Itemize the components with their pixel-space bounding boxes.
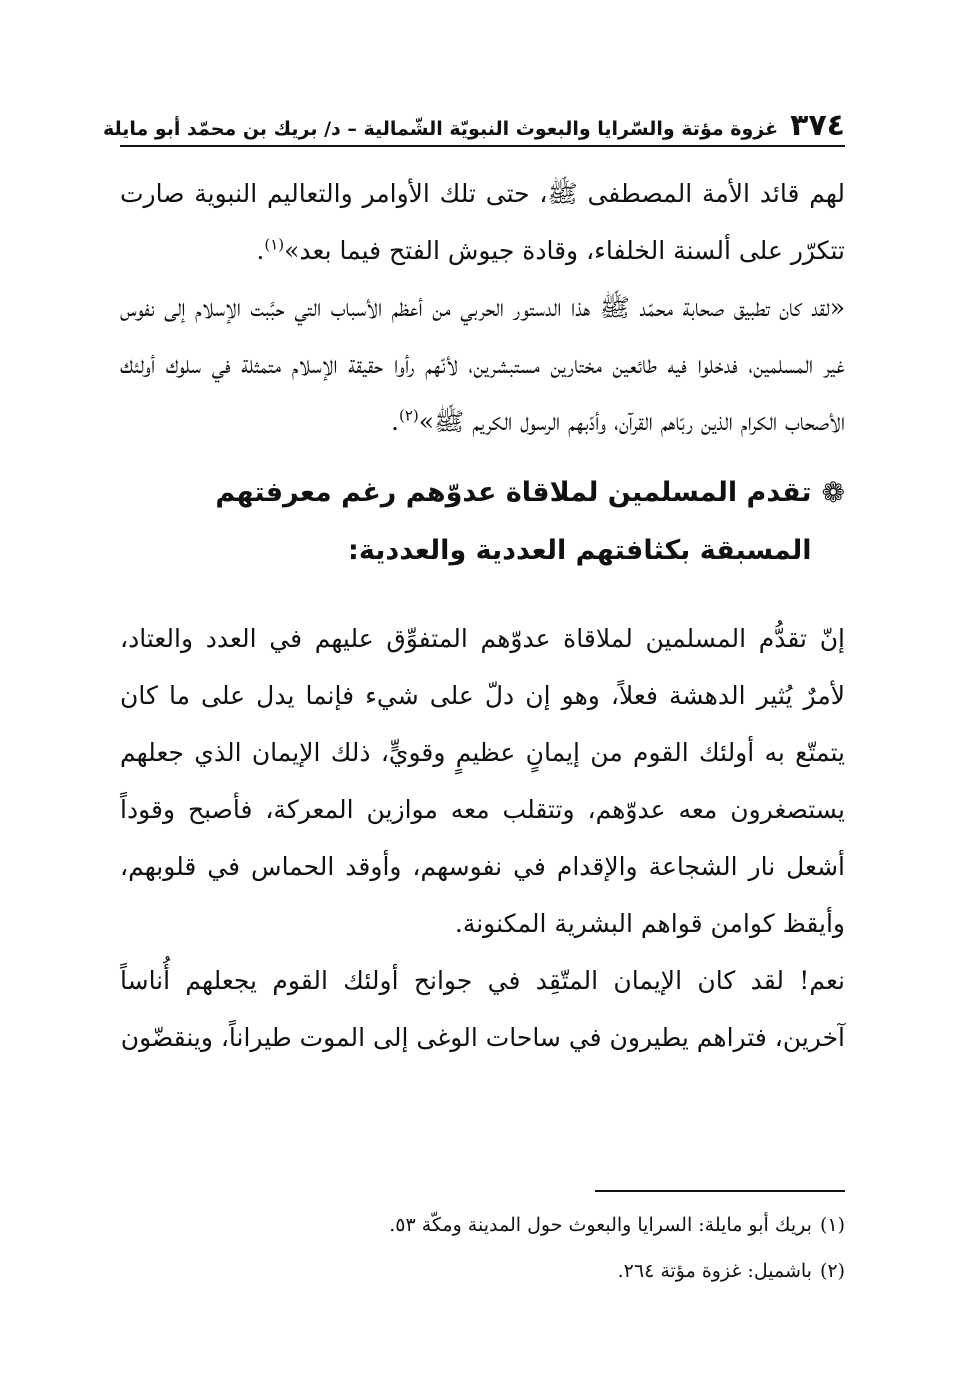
footnote xyxy=(120,1248,845,1294)
footnote xyxy=(120,1202,845,1248)
paragraph-end: . xyxy=(391,407,399,436)
paragraph xyxy=(120,610,845,952)
paragraph-text: لهم قائد الأمة المصطفى ﷺ، حتى تلك الأوامر والتعاليم النبوية صارت تتكرّر على ألسنة الخلفاء، وقادة جيوش الفتح فيما بعد» xyxy=(120,179,845,265)
body-text xyxy=(120,165,845,1066)
footnote-number: (٢) xyxy=(819,1260,845,1282)
section-heading xyxy=(120,464,845,580)
section-heading-text: تقدم المسلمين لملاقاة عدوّهم رغم معرفتهم المسبقة بكثافتهم العددية والعددية: xyxy=(215,477,812,566)
paragraph xyxy=(120,279,845,450)
footnote-text: باشميل: غزوة مؤتة ٢٦٤. xyxy=(617,1260,812,1282)
footnote-ref: (١) xyxy=(264,235,285,254)
flower-ornament-icon: ❁ xyxy=(821,476,845,509)
footnote-divider xyxy=(595,1190,845,1192)
paragraph-text: «لقد كان تطبيق صحابة محمّد ﷺ هذا الدستور الحربي من أعظم الأسباب التي حبَّبت الإسلام إلى نفوس غير المسلمين، فدخلوا فيه طائعين مختارين مستبشرين، لأنّهم رأوا حقيقة الإسلام متمثلة في سلوك أولئك الأصحاب الكرام الذين ربّاهم القرآن، وأدّبهم الرسول الكريم ﷺ» xyxy=(120,293,845,436)
footnote-number: (١) xyxy=(819,1214,845,1236)
paragraph-text: نعم! لقد كان الإيمان المتّقِد في جوانح أولئك القوم يجعلهم أُناساً آخرين، فتراهم يطيرون في ساحات الوغى إلى الموت طيراناً، وينقضّون xyxy=(120,966,845,1052)
paragraph xyxy=(120,165,845,279)
running-header xyxy=(102,95,845,147)
paragraph-text: إنّ تقدُّم المسلمين لملاقاة عدوّهم المتفوِّق عليهم في العدد والعتاد، لأمرٌ يُثير الدهشة فعلاً، وهو إن دلّ على شيء فإنما يدل على ما كان يتمتّع به أولئك القوم من إيمانٍ عظيمٍ وقويٍّ، ذلك الإيمان الذي جعلهم يستصغرون معه عدوّهم، وتتقلب معه موازين المعركة، فأصبح وقوداً أشعل نار الشجاعة والإقدام في نفوسهم، وأوقد الحماس في قلوبهم، وأيقظ كوامن قواهم البشرية المكنونة. xyxy=(120,624,845,938)
running-title: غزوة مؤتة والسّرايا والبعوث النبويّة الشّمالية – د/ بريك بن محمّد أبو مايلة xyxy=(102,118,779,141)
paragraph-end: . xyxy=(256,236,265,265)
paragraph xyxy=(120,952,845,1066)
footnotes xyxy=(120,1202,845,1294)
page xyxy=(102,95,845,1066)
footnote-ref: (٢) xyxy=(398,406,419,425)
footnote-text: بريك أبو مايلة: السرايا والبعوث حول المدينة ومكّة ٥٣. xyxy=(389,1214,812,1236)
page-number: ٣٧٤ xyxy=(790,108,845,143)
